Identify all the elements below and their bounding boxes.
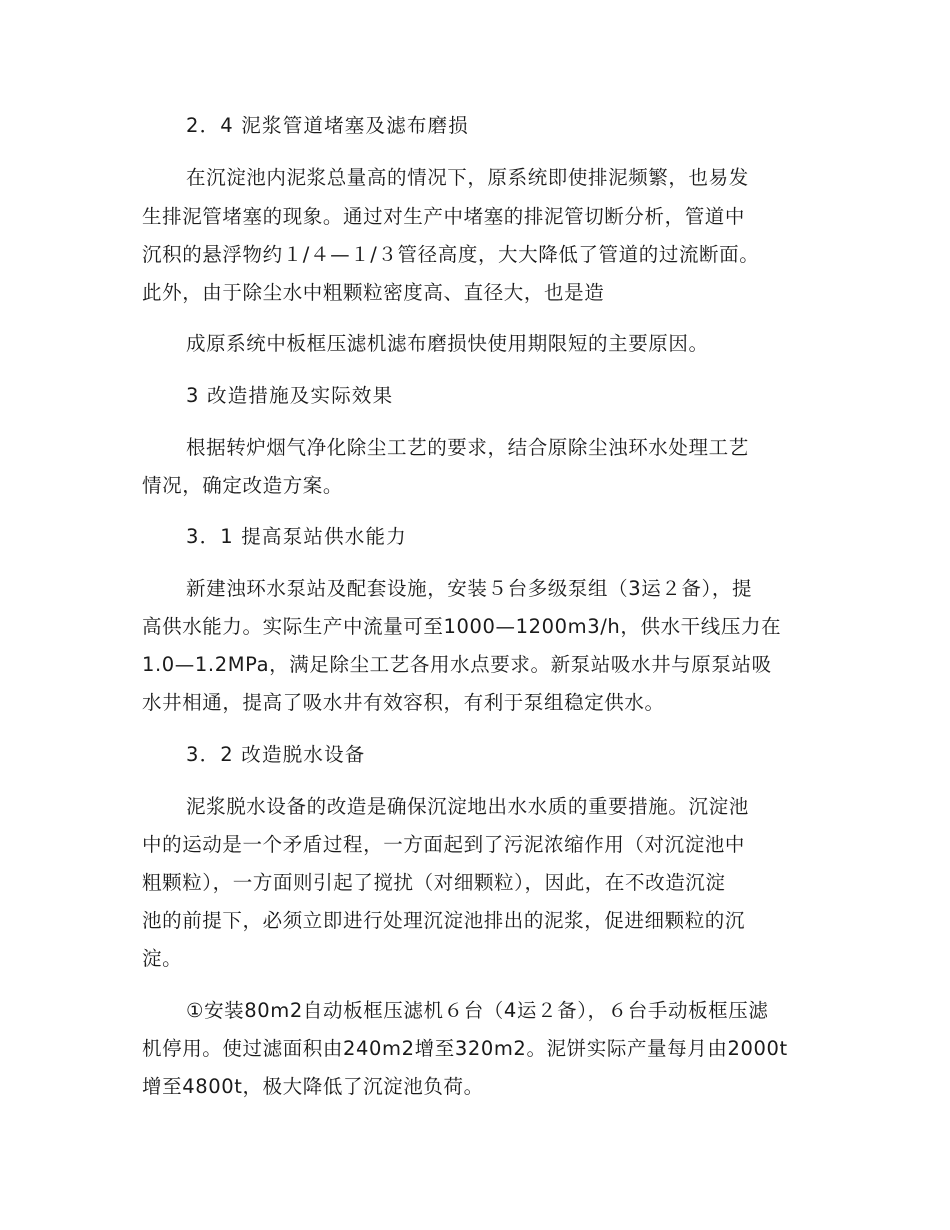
paragraph-line: 此外，由于除尘水中粗颗粒密度高、直径大，也是造: [142, 281, 605, 304]
section-heading-3: 3 改造措施及实际效果: [186, 384, 394, 407]
list-item-line: 增至4800t，极大降低了沉淀池负荷。: [142, 1075, 484, 1098]
paragraph-line: 水井相通，提高了吸水井有效容积，有利于泵组稳定供水。: [142, 691, 665, 714]
paragraph-line: 淀。: [142, 947, 183, 970]
paragraph-line: 中的运动是一个矛盾过程，一方面起到了污泥浓缩作用（对沉淀池中: [142, 833, 746, 856]
paragraph-line: 情况，确定改造方案。: [142, 474, 344, 497]
paragraph-line: 高供水能力。实际生产中流量可至1000—1200m3/h，供水干线压力在: [142, 615, 782, 638]
paragraph-line: 在沉淀池内泥浆总量高的情况下，原系统即使排泥频繁，也易发: [186, 166, 749, 189]
paragraph-line: 泥浆脱水设备的改造是确保沉淀地出水水质的重要措施。沉淀池: [186, 795, 749, 818]
paragraph-line: 粗颗粒），一方面则引起了搅扰（对细颗粒），因此，在不改造沉淀: [142, 871, 726, 894]
paragraph-line: 生排泥管堵塞的现象。通过对生产中堵塞的排泥管切断分析，管道中: [142, 205, 746, 228]
paragraph-line: 沉积的悬浮物约１/４—１/３管径高度，大大降低了管道的过流断面。: [142, 243, 760, 266]
list-item-line: 机停用。使过滤面积由240m2增至320m2。泥饼实际产量每月由2000t: [142, 1037, 788, 1060]
list-item-line: ①安装80m2自动板框压滤机６台（4运２备），６台手动板框压滤: [186, 999, 769, 1022]
section-heading-3-1: 3．1 提高泵站供水能力: [186, 525, 407, 548]
paragraph-line: 池的前提下，必须立即进行处理沉淀池排出的泥浆，促进细颗粒的沉: [142, 909, 746, 932]
paragraph-line: 1.0—1.2MPa，满足除尘工艺各用水点要求。新泵站吸水井与原泵站吸: [142, 653, 772, 676]
paragraph-line: 根据转炉烟气净化除尘工艺的要求，结合原除尘浊环水处理工艺: [186, 436, 749, 459]
paragraph-line: 新建浊环水泵站及配套设施，安装５台多级泵组（3运２备），提: [186, 577, 753, 600]
paragraph-line: 成原系统中板框压滤机滤布磨损快使用期限短的主要原因。: [186, 332, 709, 355]
section-heading-3-2: 3．2 改造脱水设备: [186, 743, 366, 766]
section-heading-2-4: 2．4 泥浆管道堵塞及滤布磨损: [186, 114, 470, 137]
